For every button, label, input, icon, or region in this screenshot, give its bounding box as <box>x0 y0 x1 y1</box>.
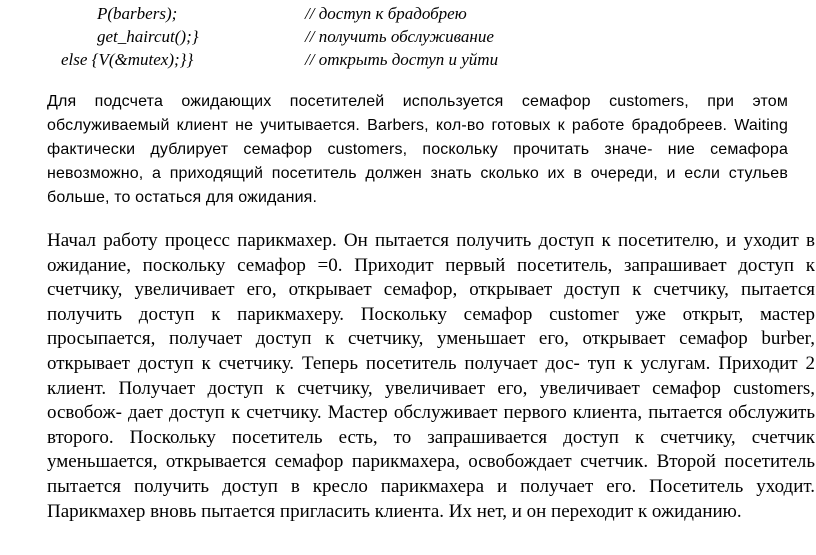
code-statement: else {V(&mutex);}} <box>61 50 194 69</box>
code-comment: // доступ к брадобрею <box>305 4 467 23</box>
paragraph-process-walkthrough: Начал работу процесс парикмахер. Он пытается получить доступ к посетителю, и уходит в ожидание, поскольку семафор =0. Приходит первый посетитель, запрашивает доступ к счетчику, увеличивает его, открывает семафор, открывает доступ к счетчику, пытается получить доступ к парикмахеру. Поскольку семафор customer уже открыт, мастер просыпается, получает доступ к счетчику, уменьшает его, открывает семафор burber, открывает доступ к счетчику. Теперь посетитель получает дос- туп к услугам. Приходит 2 клиент. Получает доступ к счетчику, увеличивает его, увеличивает семафор customers, освобож- дает доступ к счетчику. Мастер обслуживает первого клиента, пытается обслужить второго. Поскольку посетитель есть, то запрашивается доступ к счетчику, счетчик уменьшается, открывается семафор парикмахера, освобождает счетчик. Второй посетитель пытается получить доступ в кресло парикмахера и получает его. Посетитель уходит. Парикмахер вновь пытается пригласить клиента. Их нет, и он переходит к ожиданию. <box>47 230 815 522</box>
code-comment: // получить обслуживание <box>305 27 494 46</box>
code-comment: // открыть доступ и уйти <box>305 50 499 69</box>
code-line-p-barbers <box>0 2 816 25</box>
code-line-get-haircut <box>0 25 816 48</box>
code-statement: P(barbers); <box>97 4 178 23</box>
code-statement: get_haircut();} <box>97 27 199 46</box>
paragraph-semaphore-description: Для подсчета ожидающих посетителей используется семафор customers, при этом обслуживаемый клиент не учитывается. Barbers, кол-во готовых к работе брадобреев. Waiting фактически дублирует семафор customers, поскольку прочитать значе- ние семафора невозможно, а приходящий посетитель должен знать сколько их в очереди, и если стульев больше, то остаться для ожидания. <box>47 93 788 206</box>
code-line-else-v-mutex <box>0 48 816 71</box>
